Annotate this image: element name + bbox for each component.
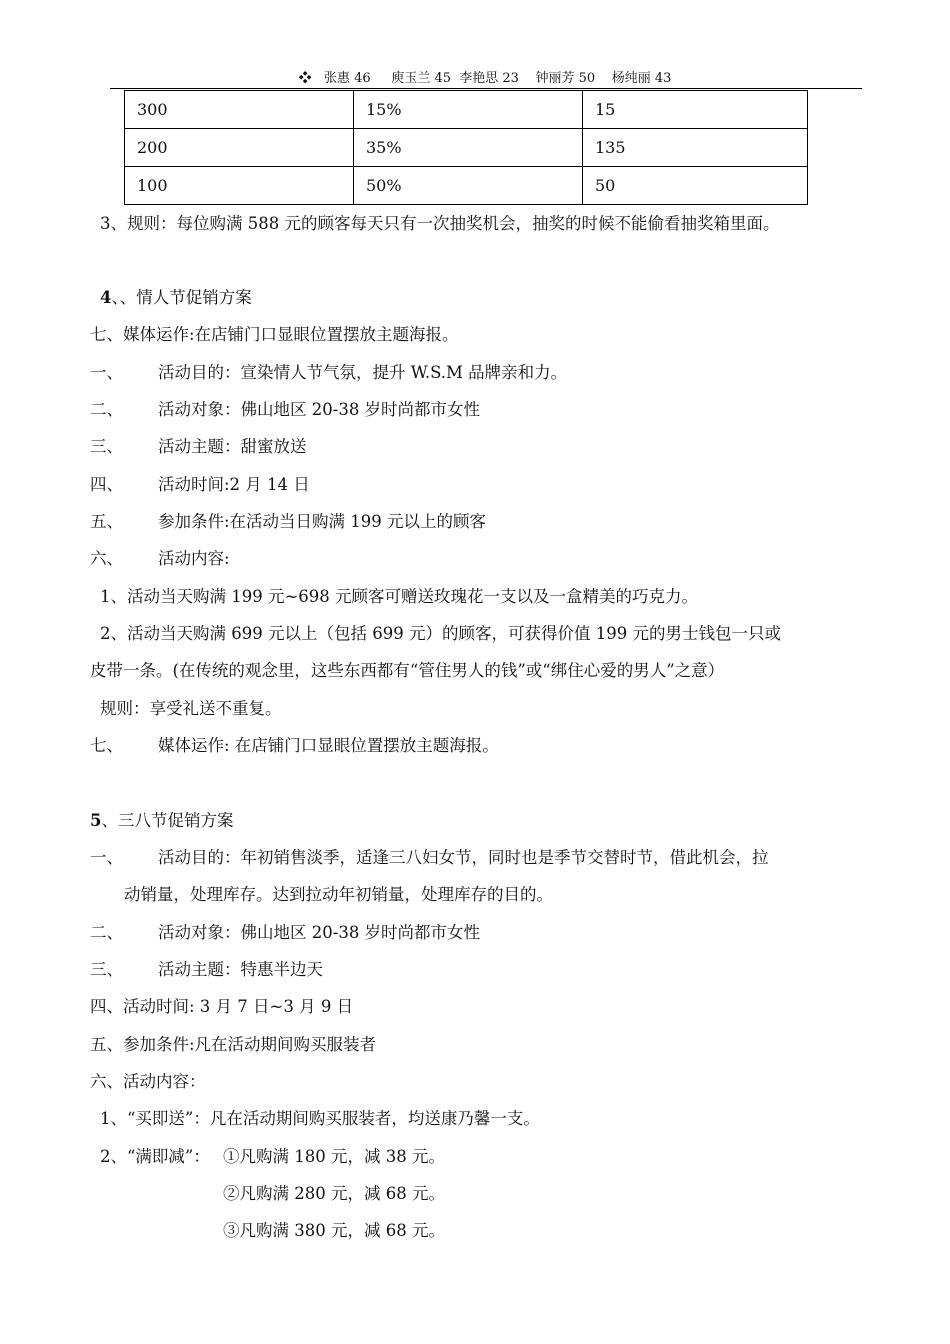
header-divider bbox=[110, 88, 862, 89]
table-row bbox=[125, 129, 808, 167]
section-number: 4 bbox=[100, 288, 112, 307]
table-cell: 50 bbox=[583, 167, 808, 205]
item-number: 七、 bbox=[90, 736, 123, 755]
item-text: 活动主题：特惠半边天 bbox=[158, 960, 323, 979]
table-row bbox=[125, 167, 808, 205]
item-number: 三、 bbox=[90, 437, 123, 456]
page-header: ❖ 张惠 46 庾玉兰 45 李艳思 23 钟丽芳 50 杨纯丽 43 bbox=[298, 71, 672, 86]
womens-day-item bbox=[90, 958, 323, 982]
table-cell: 15% bbox=[354, 91, 583, 129]
item-text: 活动目的：宣染情人节气氛，提升 W.S.M 品牌亲和力。 bbox=[158, 363, 568, 382]
item-text: 活动目的：年初销售淡季，适逢三八妇女节，同时也是季节交替时节，借此机会，拉 bbox=[158, 848, 769, 867]
discount-line: ①凡购满 180 元，减 38 元。 bbox=[223, 1147, 445, 1166]
table-row bbox=[125, 91, 808, 129]
valentine-item bbox=[90, 547, 230, 571]
discount-line: ②凡购满 280 元，减 68 元。 bbox=[223, 1184, 445, 1203]
prize-table bbox=[124, 90, 808, 205]
item-text: 活动时间:2 月 14 日 bbox=[158, 475, 310, 494]
table-cell: 300 bbox=[125, 91, 354, 129]
valentine-content-2-cont: 皮带一条。(在传统的观念里，这些东西都有“管住男人的钱”或“绑住心爱的男人”之意） bbox=[90, 661, 725, 680]
item-text: 活动对象：佛山地区 20-38 岁时尚都市女性 bbox=[158, 400, 481, 419]
valentine-item bbox=[90, 398, 480, 422]
valentine-item bbox=[90, 435, 307, 459]
item-text: 媒体运作: 在店铺门口显眼位置摆放主题海报。 bbox=[158, 736, 499, 755]
section-number: 5 bbox=[90, 811, 102, 830]
womens-day-heading bbox=[90, 809, 233, 833]
womens-day-time: 四、活动时间: 3 月 7 日~3 月 9 日 bbox=[90, 997, 354, 1016]
table-cell: 100 bbox=[125, 167, 354, 205]
valentine-heading bbox=[100, 286, 252, 310]
table-cell: 200 bbox=[125, 129, 354, 167]
womens-day-content-2-label: 2、“满即减”： bbox=[100, 1147, 210, 1166]
womens-day-condition: 五、参加条件:凡在活动期间购买服装者 bbox=[90, 1035, 377, 1054]
valentine-content-2: 2、活动当天购满 699 元以上（包括 699 元）的顾客，可获得价值 199 元的男士钱包一只或 bbox=[100, 624, 781, 643]
item-number: 一、 bbox=[90, 363, 123, 382]
item-text: 活动对象：佛山地区 20-38 岁时尚都市女性 bbox=[158, 923, 481, 942]
table-cell: 35% bbox=[354, 129, 583, 167]
valentine-item bbox=[90, 510, 486, 534]
womens-day-content-heading: 六、活动内容： bbox=[90, 1072, 206, 1091]
item-number: 五、 bbox=[90, 512, 123, 531]
item-text: 参加条件:在活动当日购满 199 元以上的顾客 bbox=[158, 512, 487, 531]
discount-line: ③凡购满 380 元，减 68 元。 bbox=[223, 1221, 445, 1240]
table-cell: 135 bbox=[583, 129, 808, 167]
womens-day-item-cont: 动销量，处理库存。达到拉动年初销量，处理库存的目的。 bbox=[124, 885, 553, 904]
womens-day-item bbox=[90, 846, 769, 870]
lottery-rule: 3、规则：每位购满 588 元的顾客每天只有一次抽奖机会，抽奖的时候不能偷看抽奖箱里面。 bbox=[100, 214, 780, 233]
womens-day-content-1: 1、“买即送”：凡在活动期间购买服装者，均送康乃馨一支。 bbox=[100, 1109, 540, 1128]
section-title: 、三八节促销方案 bbox=[101, 811, 234, 830]
item-text: 活动内容: bbox=[158, 549, 230, 568]
valentine-item bbox=[90, 361, 567, 385]
table-cell: 50% bbox=[354, 167, 583, 205]
item-number: 一、 bbox=[90, 848, 123, 867]
section-title: 、、情人节促销方案 bbox=[111, 288, 252, 307]
item-number: 二、 bbox=[90, 400, 123, 419]
valentine-item bbox=[90, 473, 310, 497]
valentine-rule: 规则：享受礼送不重复。 bbox=[100, 699, 282, 718]
item-number: 六、 bbox=[90, 549, 123, 568]
valentine-media-top: 七、媒体运作:在店铺门口显眼位置摆放主题海报。 bbox=[90, 325, 459, 344]
womens-day-item bbox=[90, 921, 480, 945]
item-number: 三、 bbox=[90, 960, 123, 979]
item-text: 活动主题：甜蜜放送 bbox=[158, 437, 307, 456]
item-number: 二、 bbox=[90, 923, 123, 942]
item-number: 四、 bbox=[90, 475, 123, 494]
valentine-item bbox=[90, 734, 499, 758]
valentine-content-1: 1、活动当天购满 199 元~698 元顾客可赠送玫瑰花一支以及一盒精美的巧克力。 bbox=[100, 587, 699, 606]
table-cell: 15 bbox=[583, 91, 808, 129]
